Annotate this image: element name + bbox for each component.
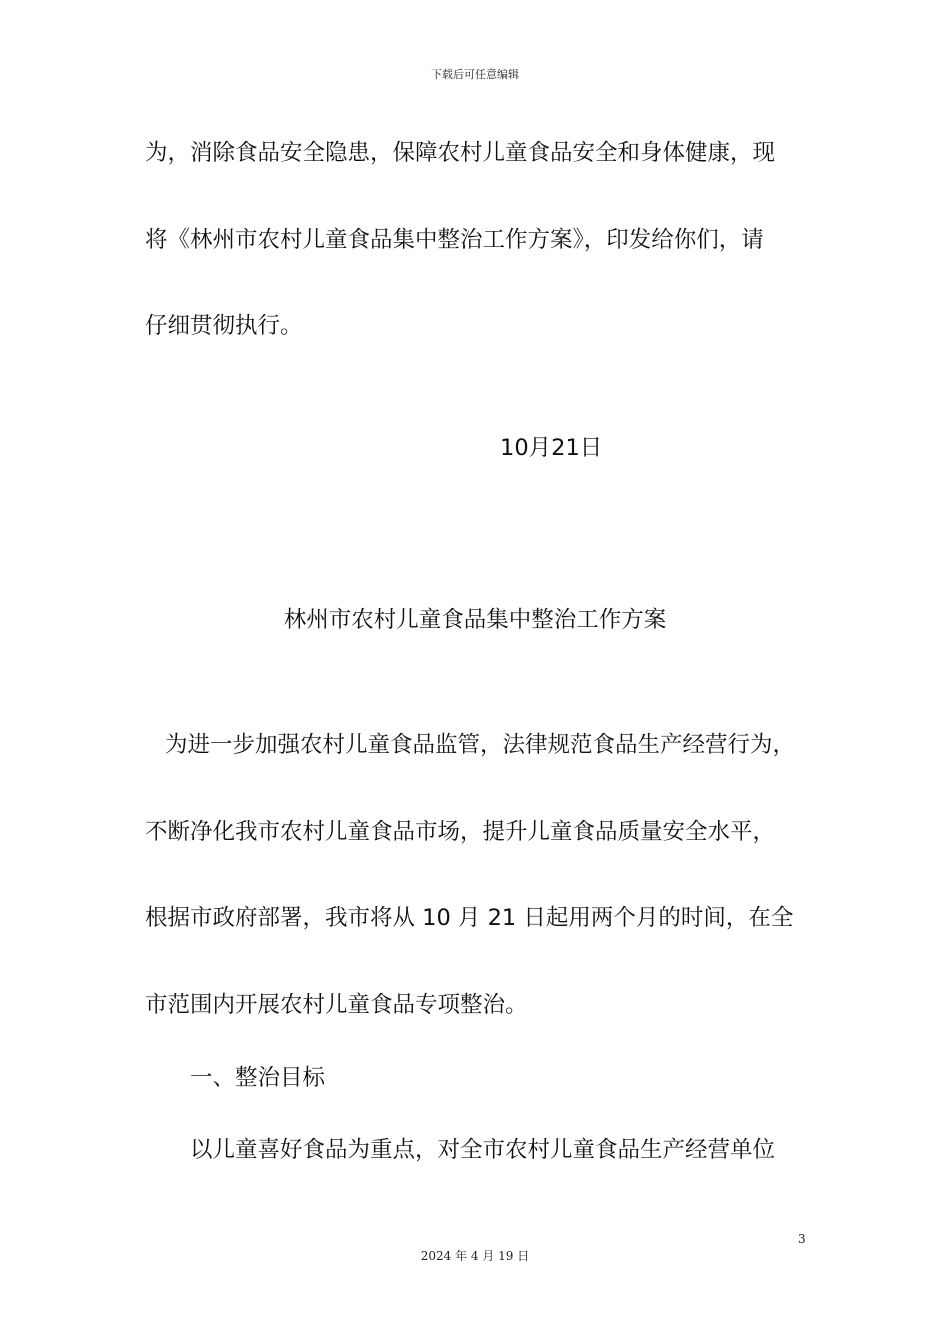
section-heading: 一、整治目标: [190, 1065, 326, 1091]
document-date: 10月21日: [500, 435, 603, 461]
body-line: 将《林州市农村儿童食品集中整治工作方案》，印发给你们，请: [145, 227, 764, 253]
body-line: 市范围内开展农村儿童食品专项整治。: [145, 992, 528, 1018]
footer-date: 2024 年 4 月 19 日: [420, 1249, 530, 1263]
body-line: 根据市政府部署，我市将从 10 月 21 日起用两个月的时间，在全: [145, 905, 794, 931]
document-title: 林州市农村儿童食品集中整治工作方案: [283, 607, 667, 633]
body-line: 为，消除食品安全隐患，保障农村儿童食品安全和身体健康，现: [145, 140, 776, 166]
page-number: 3: [798, 1232, 806, 1246]
body-line: 为进一步加强农村儿童食品监管，法律规范食品生产经营行为，: [165, 732, 796, 758]
body-line: 不断净化我市农村儿童食品市场，提升儿童食品质量安全水平，: [145, 819, 776, 845]
body-line: 以儿童喜好食品为重点，对全市农村儿童食品生产经营单位: [190, 1137, 776, 1163]
body-line: 仔细贯彻执行。: [145, 313, 303, 339]
header-note: 下载后可任意编辑: [431, 68, 519, 81]
